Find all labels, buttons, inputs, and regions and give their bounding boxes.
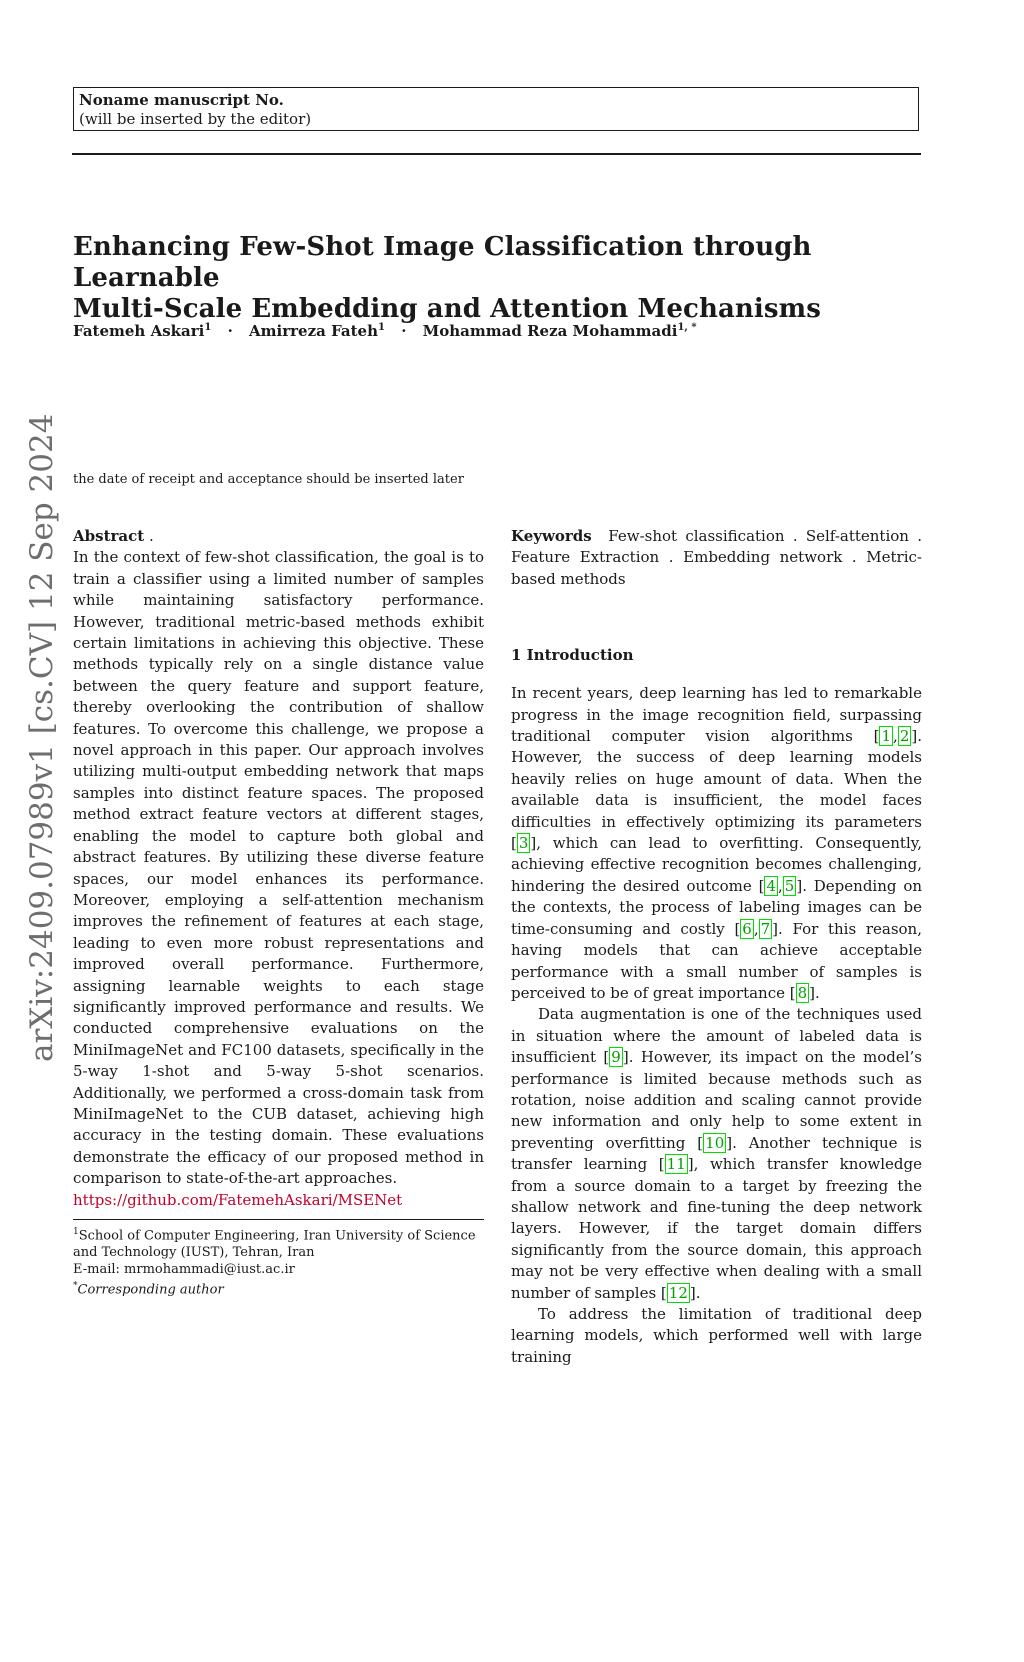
text-run: . [815, 983, 820, 1002]
author-separator: · [401, 322, 407, 340]
citation-link[interactable]: 2 [899, 727, 910, 746]
keywords-block [511, 526, 922, 590]
affiliation-footnote [73, 1224, 493, 1261]
corresponding-mark: * [73, 1281, 78, 1292]
citation-link[interactable]: 6 [742, 919, 752, 938]
abstract-heading: Abstract [73, 527, 145, 545]
author-affiliation-mark: 1 [204, 322, 212, 333]
section-heading-introduction: 1 Introduction [511, 646, 634, 665]
citation-link[interactable]: 7 [760, 919, 771, 938]
right-column [511, 526, 922, 1368]
affiliation-text: School of Computer Engineering, Iran University of Science and Technology (IUST), Tehran, Iran [73, 1228, 476, 1261]
text-run: , [893, 727, 898, 746]
citation-link[interactable]: 12 [668, 1283, 688, 1302]
intro-paragraph-2: Data augmentation is one of the techniques used in situation where the amount of labeled data is insufficient [ 9 ]. However, its impact on the model’s performance is limited because methods such as rotation, noise addition and scaling cannot provide new information and only help to some extent in preventing overfitting [ 10 ]. Another technique is transfer learning [ 11 ], which transfer knowledge from a source domain to a target by freezing the shallow network and fine-tuning the deep network layers. However, if the target domain differs significantly from the source domain, this approach may not be very effective when dealing with a small number of samples [ 12 ]. [511, 1005, 922, 1302]
text-run: . [695, 1283, 701, 1302]
text-run: . However, the success of deep learning models heavily relies on huge amount of data. When the available data is insufficient, the model faces difficulties in effectively optimizing its parameters [511, 727, 922, 831]
title-line-2: Multi-Scale Embedding and Attention Mechanisms [73, 294, 821, 324]
author-affiliation-mark: 1 [378, 322, 385, 333]
citation-link[interactable]: 10 [705, 1133, 725, 1152]
text-run: . Another technique is transfer learning [511, 1133, 922, 1174]
abstract-heading-suffix: . [144, 527, 154, 545]
author-name: Fatemeh Askari [73, 322, 205, 340]
header-rule [72, 153, 921, 155]
intro-paragraph-3: To address the limitation of traditional deep learning models, which performed well with large training [511, 1305, 922, 1366]
citation-link[interactable]: 5 [784, 876, 795, 895]
text-run: . However, its impact on the model’s performance is limited because methods such as rotation, noise addition and scaling cannot provide new information and only help to some extent in preventing overfitting [511, 1048, 922, 1152]
keywords-heading: Keywords [511, 527, 592, 545]
arxiv-stamp-container [22, 413, 67, 1662]
text-run: . For this reason, having models that can achieve acceptable performance with a small number of samples is perceived to be of great importance [511, 919, 922, 1002]
code-repository-link[interactable]: https://github.com/FatemehAskari/MSENet [73, 1190, 403, 1209]
author-name: Amirreza Fateh [249, 322, 378, 340]
manuscript-header-box [73, 87, 919, 131]
footnote-rule [73, 1219, 484, 1220]
text-run: , which can lead to overfitting. Consequently, achieving effective recognition becomes challenging, hindering the desired outcome [511, 834, 922, 895]
text-run: , [778, 876, 783, 895]
author-name: Mohammad Reza Mohammadi [422, 322, 678, 340]
keywords-text: Few-shot classification . Self-attention . Feature Extraction . Embedding network . Metric-based methods [511, 527, 922, 588]
footnote-mark: 1 [73, 1227, 79, 1237]
abstract-body: In the context of few-shot classification, the goal is to train a classifier using a limited number of samples while maintaining satisfactory performance. However, traditional metric-based methods exhibit certain limitations in achieving this objective. These methods typically rely on a single distance value between the query feature and support feature, thereby overlooking the contribution of shallow features. To overcome this challenge, we propose a novel approach in this paper. Our approach involves utilizing multi-output embedding network that maps samples into distinct feature spaces. The proposed method extract feature vectors at different stages, enabling the model to capture both global and abstract features. By utilizing these diverse feature spaces, our model enhances its performance. Moreover, employing a self-attention mechanism improves the refinement of features at each stage, leading to even more robust representations and improved overall performance. Furthermore, assigning learnable weights to each stage significantly improved performance and results. We conducted comprehensive evaluations on the MiniImageNet and FC100 datasets, specifically in the 5-way 1-shot and 5-way 5-shot scenarios. Additionally, we performed a cross-domain task from MiniImageNet to the CUB dataset, achieving high accuracy in the testing domain. These evaluations demonstrate the efficacy of our proposed method in comparison to state-of-the-art approaches. [73, 548, 484, 1188]
citation-link[interactable]: 4 [766, 876, 776, 895]
abstract-section [73, 526, 484, 1211]
author-list [73, 322, 933, 340]
text-run: In recent years, deep learning has led to remarkable progress in the image recognition field, surpassing traditional computer vision algorithms [511, 684, 922, 746]
citation-link[interactable]: 8 [797, 983, 808, 1002]
text-run: , [753, 919, 759, 938]
corresponding-text: Corresponding author [77, 1282, 224, 1298]
paper-title [73, 232, 933, 325]
citation-link[interactable]: 3 [518, 834, 529, 853]
receipt-note: the date of receipt and acceptance should be inserted later [73, 472, 464, 487]
citation-link[interactable]: 9 [611, 1048, 621, 1067]
citation-link[interactable]: 11 [666, 1155, 686, 1174]
citation-link[interactable]: 1 [881, 727, 892, 746]
title-line-1: Enhancing Few-Shot Image Classification through Learnable [73, 232, 812, 293]
arxiv-stamp: arXiv:2409.07989v1 [cs.CV] 12 Sep 2024 [24, 413, 60, 1062]
text-run: . Depending on the contexts, the process of labeling images can be time-consuming and costly [511, 876, 923, 938]
editor-note: (will be inserted by the editor) [79, 110, 312, 128]
email-line: E-mail: mrmohammadi@iust.ac.ir [73, 1262, 295, 1278]
corresponding-line [73, 1278, 493, 1298]
text-run: , which transfer knowledge from a source domain to a target by freezing the shallow network and fine-tuning the deep network layers. However, if the target domain differs significantly from the source domain, this approach may not be very effective when dealing with a small number of samples [511, 1155, 922, 1302]
manuscript-label: Noname manuscript No. [79, 91, 284, 109]
text-run: Data augmentation is one of the techniques used in situation where the amount of labeled data is insufficient [511, 1005, 922, 1067]
author-separator: · [227, 322, 233, 340]
footnote [73, 1224, 493, 1299]
abstract-heading-line [73, 526, 484, 547]
author-affiliation-mark: 1, * [677, 322, 697, 333]
intro-paragraph-1: In recent years, deep learning has led to remarkable progress in the image recognition field, surpassing traditional computer vision algorithms [ 1 , 2 ]. However, the success of deep learning models heavily relies on huge amount of data. When the available data is insufficient, the model faces difficulties in effectively optimizing its parameters [ 3 ], which can lead to overfitting. Consequently, achieving effective recognition becomes challenging, hindering the desired outcome [ 4 , 5 ]. Depending on the contexts, the process of labeling images can be time-consuming and costly [ 6 , 7 ]. For this reason, having models that can achieve acceptable performance with a small number of samples is perceived to be of great importance [ 8 ]. [511, 684, 923, 1002]
